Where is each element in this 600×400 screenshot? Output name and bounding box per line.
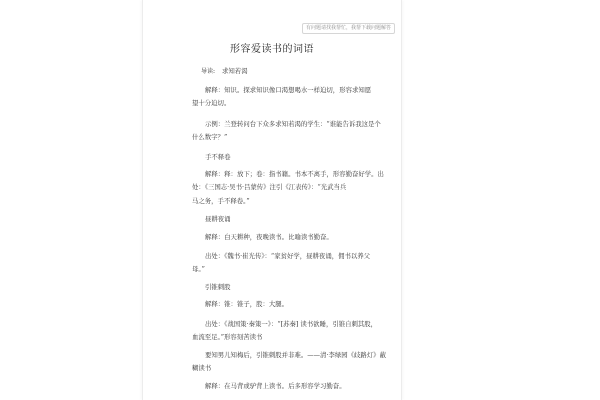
text-line: 示例：兰登转问台下众多求知若渴的学生：“谁能告诉我这是个 (205, 120, 381, 128)
text-line: 出处：《战国策·秦策一》：“[苏秦] 读书欲睡，引锥自刺其股， (205, 320, 378, 328)
page-title: 形容爱读书的词语 (230, 44, 314, 55)
intro-line (201, 66, 248, 77)
idiom-heading: 昼耕夜诵 (205, 215, 231, 223)
text-line: 解释：释：放下；卷：指书籍。书本不离手，形容勤奋好学。出 (205, 170, 384, 178)
text-line: 解释：知识。探求知识像口渴想喝水一样迫切，形容求知愿 (205, 86, 372, 94)
text-line: 要知男儿知梅后，引锥刺股并非难。——清·李绿园《歧路灯》蔽 (205, 351, 386, 359)
idiom-heading: 手不释卷 (205, 153, 231, 161)
text-line: 解释：锥：锥子，股：大腿。 (205, 300, 289, 308)
text-line: 解释：在马背或驴背上读书。后多形容学习勤奋。 (205, 382, 346, 390)
text-line: 处：《三国志·吴书·吕蒙传》注引《江表传》：“光武当兵 (192, 183, 347, 191)
text-line: 糊读书 (192, 364, 212, 372)
text-line: 母。” (192, 265, 205, 273)
text-line: 出处：《魏书·崔光传》：“家贫好学，昼耕夜诵，佣书以养父 (205, 252, 371, 260)
text-line: 什么数字？” (192, 133, 228, 141)
idiom-heading: 引锥刺股 (205, 283, 231, 291)
document-page (142, 0, 402, 400)
text-line: 血流至足。”形容刻苦读书 (192, 333, 263, 341)
text-line: 望十分迫切。 (192, 99, 231, 107)
idiom-heading: 求知若渴 (222, 67, 248, 75)
text-line: 解释：白天耕种，夜晚读书。比喻读书勤奋。 (205, 233, 333, 241)
intro-label: 导读: (201, 68, 216, 75)
text-line: 马之务，手不释卷。” (192, 197, 250, 205)
help-badge[interactable]: 有问题请找我帮忙，我帮下载问题解答 (302, 23, 395, 34)
